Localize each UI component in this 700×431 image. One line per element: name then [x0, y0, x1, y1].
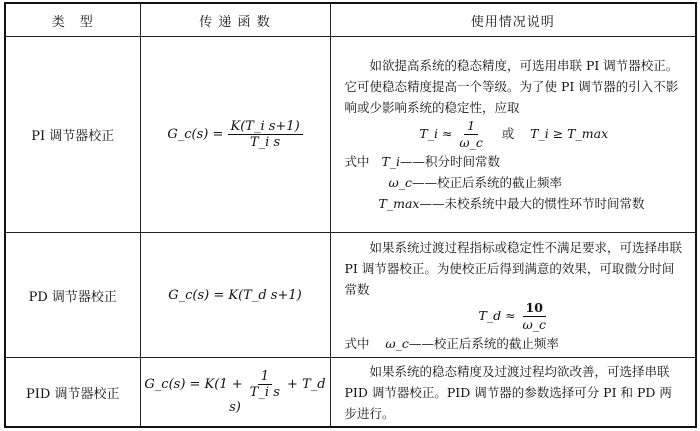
pid-func-num: 1	[258, 369, 272, 385]
pi-type: PI 调节器校正	[5, 37, 140, 233]
header-type: 类 型	[5, 3, 140, 37]
pid-func-fraction	[247, 369, 283, 400]
pi-formula-a: T_i ≈	[419, 126, 453, 141]
pi-def-3-text: ——未校系统中最大的惯性环节时间常数	[419, 196, 645, 211]
pd-desc-paragraph: 如果系统过渡过程指标或稳定性不满足要求，可选择串联 PI 调节器校正。为使校正后得到满意的效果，可取微分时间常数	[344, 239, 683, 297]
pd-def-symbol: ω_c	[385, 335, 409, 351]
pi-description	[330, 37, 696, 233]
pd-formula	[345, 300, 684, 333]
pd-where-label: 式中	[344, 335, 370, 351]
pd-def	[345, 333, 684, 354]
pi-def-2	[345, 172, 684, 193]
pid-transfer-function	[140, 358, 330, 428]
pi-def-3	[345, 193, 684, 214]
pi-def-1	[345, 151, 684, 172]
pi-formula-a-den: ω_c	[459, 135, 483, 150]
pi-def-2-symbol: ω_c	[388, 175, 412, 190]
pi-func-lhs: G_c(s) =	[167, 127, 224, 142]
table-row-pi	[5, 37, 696, 233]
pd-formula-fraction	[520, 300, 549, 333]
pi-transfer-function	[140, 37, 330, 233]
table-header-row	[5, 3, 696, 37]
pi-def-1-symbol: T_i	[381, 154, 401, 169]
pi-func-numerator: K(T_i s+1)	[228, 119, 303, 135]
pi-def-1-text: ——积分时间常数	[400, 154, 501, 169]
pi-formula-or: 或	[501, 126, 515, 141]
pid-description: 如果系统的稳态精度及过渡过程均欲改善，可选择串联 PID 调节器校正。PID 调节器的参数选择可分 PI 和 PD 两步进行。	[330, 358, 696, 428]
pd-formula-den: ω_c	[522, 316, 546, 332]
pi-condition-formula	[345, 118, 684, 151]
pi-formula-a-fraction	[456, 118, 485, 151]
pd-formula-lhs: T_d ≈	[478, 307, 516, 323]
pid-correction-table	[4, 2, 697, 428]
pd-formula-num: 10	[523, 300, 546, 317]
header-transfer-function: 传 递 函 数	[140, 3, 330, 37]
pi-func-fraction	[228, 119, 303, 150]
pi-func-denominator: T_i s	[250, 135, 281, 150]
table-row-pid	[5, 358, 696, 428]
pi-formula-b: T_i ≥ T_max	[530, 126, 609, 141]
pi-formula-a-num: 1	[464, 118, 478, 135]
pi-def-2-text: ——校正后系统的截止频率	[411, 175, 562, 190]
pid-func-den: T_i s	[249, 385, 280, 400]
pd-type: PD 调节器校正	[5, 233, 140, 358]
pid-type: PID 调节器校正	[5, 358, 140, 428]
header-usage-description: 使用情况说明	[330, 3, 696, 37]
pd-transfer-function: G_c(s) = K(T_d s+1)	[140, 233, 330, 358]
pi-desc-paragraph: 如欲提高系统的稳态精度，可选用串联 PI 调节器校正。它可使稳态精度提高一个等级。为了使 PI 调节器的引入不影响或少影响系统的稳定性，应取	[344, 58, 679, 115]
pi-where-label: 式中	[344, 154, 370, 169]
pid-func-pre: G_c(s) = K(1 +	[144, 377, 243, 392]
pi-def-3-symbol: T_max	[378, 196, 420, 211]
table-row-pd	[5, 233, 696, 358]
pd-def-text: ——校正后系统的截止频率	[408, 335, 559, 351]
pid-func-post: + T_d s)	[229, 377, 326, 415]
pd-description	[330, 233, 696, 358]
